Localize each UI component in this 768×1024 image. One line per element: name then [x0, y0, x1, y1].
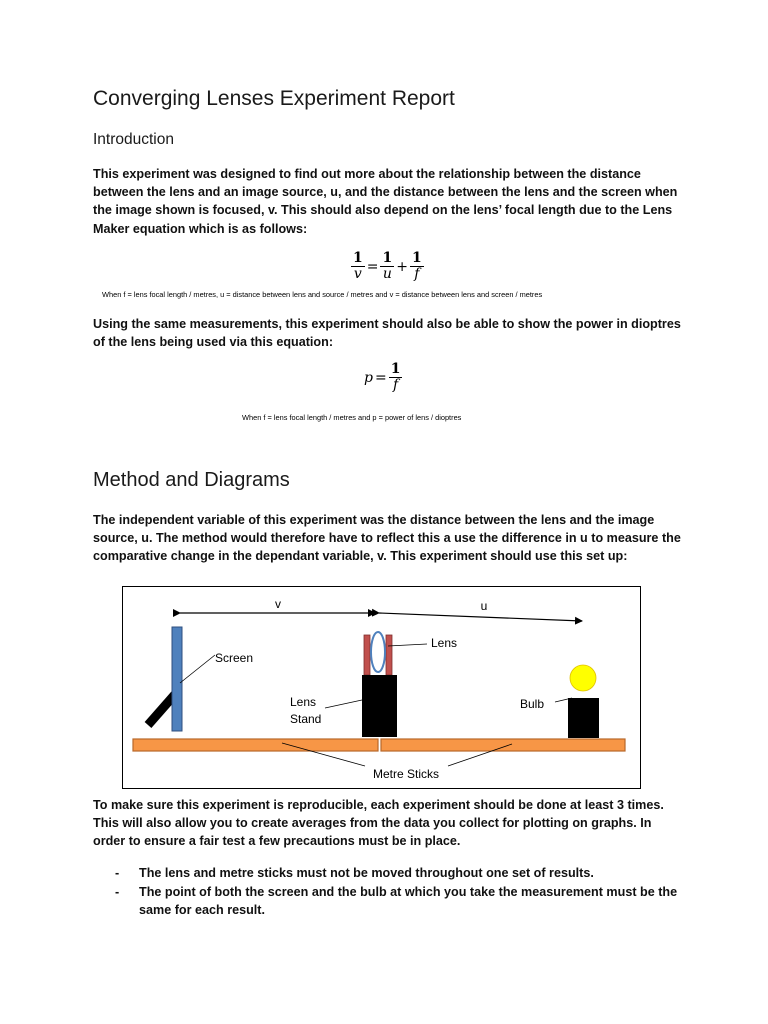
lens-stand	[362, 675, 397, 737]
method-heading: Method and Diagrams	[93, 469, 290, 491]
bulb	[570, 665, 596, 691]
lhs-fraction: $\frac{1}{v}$	[353, 250, 363, 282]
lens-maker-equation: $\frac{1}{v}$ = $\frac{1}{u}$ + $\frac{1}{f}$	[353, 250, 422, 282]
list-item: - The lens and metre sticks must not be moved throughout one set of results.	[93, 864, 683, 882]
metre-stick-right	[381, 739, 625, 751]
power-paragraph: Using the same measurements, this experiment should also be able to show the power in dioptres of the lens being used via this equation:	[93, 317, 681, 350]
introduction-paragraph: This experiment was designed to find out more about the relationship between the distance between the lens and an image source, u, and the distance between the lens and the screen when the image shown is focused, v. This should also depend on the lens’ focal length due to the Lens Maker equation which is as follows:	[93, 167, 678, 236]
method-paragraph: The independent variable of this experiment was the distance between the lens and the image source, u. The method would therefore have to reflect this a use the difference in u to measure the comparative change in the dependant variable, v. This experiment should use this set up:	[93, 513, 681, 564]
metre-sticks-label: Metre Sticks	[373, 767, 440, 781]
power-equation: p = $\frac{1}{f}$	[364, 361, 401, 393]
screen-label: Screen	[215, 651, 254, 665]
bullet-marker: -	[115, 885, 120, 900]
lens-post-right	[386, 635, 392, 675]
precautions-list	[93, 864, 683, 921]
f-fraction: $\frac{1}{f}$	[411, 250, 422, 282]
stand-label-line1: Lens	[290, 695, 317, 709]
bulb-label: Bulb	[520, 697, 545, 711]
introduction-heading: Introduction	[93, 131, 174, 148]
lens-post-left	[364, 635, 370, 675]
v-label: v	[275, 597, 281, 611]
page-title: Converging Lenses Experiment Report	[93, 87, 455, 110]
power-equation-caption: When f = lens focal length / metres and p = power of lens / dioptres	[242, 413, 462, 422]
experiment-setup-diagram	[122, 586, 642, 795]
bullet-marker: -	[115, 866, 120, 880]
list-item: - The point of both the screen and the bulb at which you take the measurement must be the same for each result.	[115, 885, 678, 918]
power-fraction: $\frac{1}{f}$	[390, 361, 401, 393]
u-fraction: $\frac{1}{u}$	[382, 250, 393, 282]
lens-label: Lens	[431, 636, 458, 650]
screen	[172, 627, 182, 731]
u-label: u	[480, 599, 488, 613]
metre-stick-left	[133, 739, 378, 751]
bulb-holder	[568, 698, 599, 738]
reproducibility-paragraph: To make sure this experiment is reproducible, each experiment should be done at least 3 times. This will also allow you to create averages from the data you collect for plotting on graphs. In order to ensure a fair test a few precautions must be in place.	[93, 798, 664, 849]
stand-label-line2: Stand	[290, 712, 322, 726]
lens-equation-caption: When f = lens focal length / metres, u = distance between lens and source / metres and v = distance between lens and screen / metres	[102, 290, 543, 299]
